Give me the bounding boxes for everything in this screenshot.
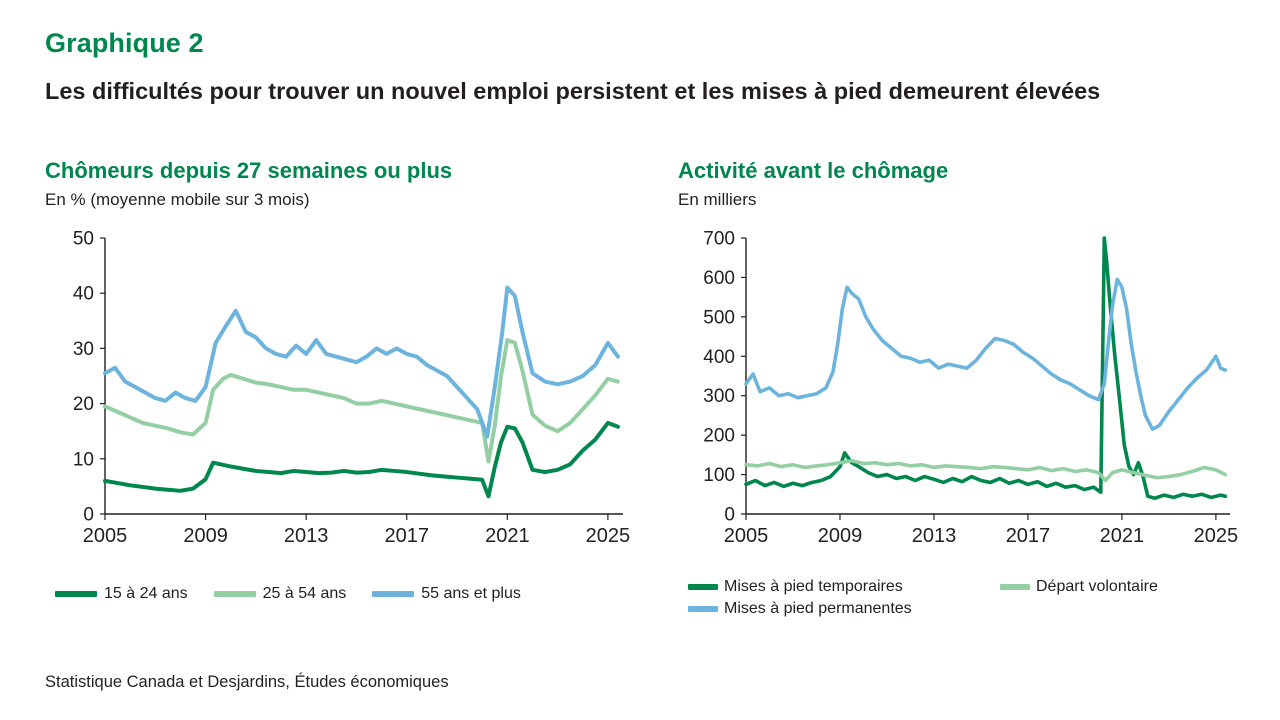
x-tick-label: 2005 <box>723 525 769 547</box>
legend-item-55-plus <box>372 585 521 603</box>
y-tick-label: 700 <box>703 228 735 250</box>
series-line-0 <box>746 238 1225 498</box>
chart-right-svg <box>678 222 1248 562</box>
panel-left-plot <box>45 222 645 562</box>
y-tick-label: 30 <box>72 338 94 360</box>
legend-swatch-temp-layoffs <box>688 584 718 590</box>
panel-left <box>45 158 645 562</box>
legend-label-voluntary: Départ volontaire <box>1036 578 1158 595</box>
legend-label-temp-layoffs: Mises à pied temporaires <box>724 578 903 595</box>
legend-right-row-2 <box>688 600 1174 618</box>
source-note: Statistique Canada et Desjardins, Études économiques <box>45 673 449 691</box>
y-tick-label: 50 <box>72 228 94 250</box>
series-line-2 <box>105 288 618 437</box>
x-tick-label: 2021 <box>1099 525 1145 547</box>
figure-title: Les difficultés pour trouver un nouvel emploi persistent et les mises à pied demeurent élevées <box>45 78 1101 104</box>
y-tick-label: 0 <box>724 504 735 526</box>
x-tick-label: 2009 <box>183 525 228 547</box>
legend-label-25-54: 25 à 54 ans <box>262 585 347 602</box>
y-tick-label: 20 <box>72 394 94 416</box>
chart-left-svg <box>45 222 645 562</box>
x-tick-label: 2025 <box>1193 525 1239 547</box>
x-tick-label: 2005 <box>82 525 128 547</box>
y-tick-label: 500 <box>703 307 735 329</box>
legend-item-perm-layoffs <box>688 600 912 618</box>
legend-swatch-perm-layoffs <box>688 606 718 612</box>
y-tick-label: 200 <box>703 425 735 447</box>
y-tick-label: 300 <box>703 386 735 408</box>
legend-swatch-55-plus <box>372 591 414 597</box>
panel-right <box>678 158 1248 562</box>
panel-right-plot <box>678 222 1248 562</box>
legend-item-15-24 <box>55 585 188 603</box>
legend-right-row-1 <box>688 578 1174 596</box>
legend-label-perm-layoffs: Mises à pied permanentes <box>724 600 912 617</box>
legend-right <box>688 578 1174 622</box>
legend-item-voluntary <box>1000 578 1158 596</box>
panel-right-subtitle: En milliers <box>678 190 757 209</box>
x-tick-label: 2021 <box>485 525 530 547</box>
legend-left-row-1 <box>55 585 541 603</box>
legend-swatch-voluntary <box>1000 584 1030 590</box>
panel-left-title: Chômeurs depuis 27 semaines ou plus <box>45 158 453 183</box>
x-tick-label: 2009 <box>817 525 863 547</box>
legend-swatch-25-54 <box>214 591 256 597</box>
panel-left-subtitle: En % (moyenne mobile sur 3 mois) <box>45 190 310 209</box>
y-tick-label: 400 <box>703 346 735 368</box>
series-line-2 <box>746 279 1225 429</box>
figure-label: Graphique 2 <box>45 28 204 58</box>
x-tick-label: 2013 <box>283 525 329 547</box>
y-tick-label: 600 <box>703 267 735 289</box>
y-tick-label: 40 <box>72 283 94 305</box>
legend-swatch-15-24 <box>55 591 97 597</box>
legend-label-55-plus: 55 ans et plus <box>421 585 521 602</box>
y-tick-label: 100 <box>703 465 735 487</box>
x-tick-label: 2025 <box>585 525 631 547</box>
legend-item-25-54 <box>214 585 347 603</box>
y-tick-label: 0 <box>83 504 94 526</box>
panel-right-title: Activité avant le chômage <box>678 158 949 183</box>
legend-label-15-24: 15 à 24 ans <box>104 585 188 602</box>
legend-left <box>55 585 541 605</box>
y-tick-label: 10 <box>72 449 94 471</box>
x-tick-label: 2017 <box>384 525 429 547</box>
series-line-1 <box>746 461 1225 481</box>
legend-item-temp-layoffs <box>688 578 978 596</box>
x-tick-label: 2013 <box>911 525 957 547</box>
x-tick-label: 2017 <box>1005 525 1051 547</box>
